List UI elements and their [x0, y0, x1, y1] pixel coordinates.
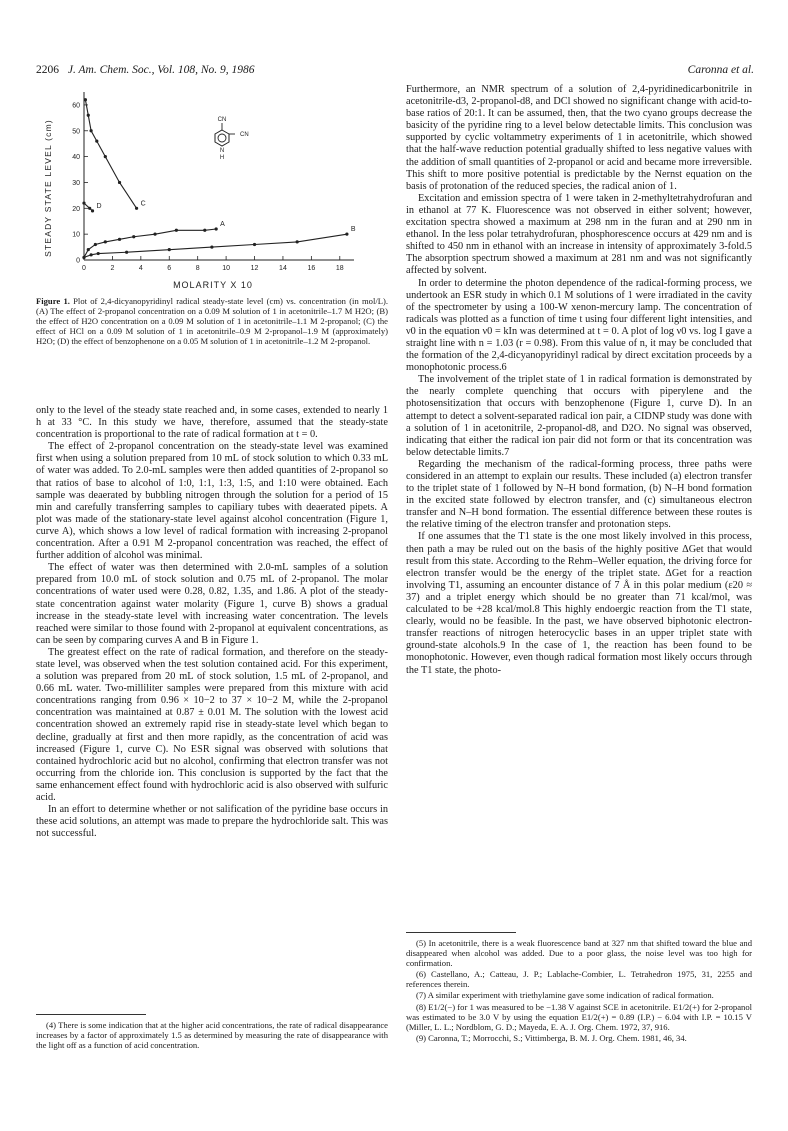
figure-1-chart [36, 84, 376, 292]
x-axis-label: MOLARITY X 10 [173, 280, 253, 290]
data-point-c [104, 155, 107, 158]
data-point-a [132, 235, 135, 238]
x-tick-label: 10 [222, 265, 231, 272]
y-tick-label: 20 [72, 205, 80, 213]
structure-label-cn-top: CN [217, 117, 227, 123]
data-point-b [345, 233, 348, 236]
chart-ticks [72, 102, 344, 272]
data-point-b [296, 240, 299, 243]
x-tick-label: 6 [167, 265, 172, 272]
data-point-b [125, 251, 128, 254]
data-point-a [153, 233, 156, 236]
data-point-d [82, 202, 85, 205]
series-label-b: B [350, 226, 356, 234]
left-paragraph-3: The effect of water was then determined with 2.0-mL samples of a solution prepared from 10.0 mL of stock solution and 0.75 mL of 2-propanol. The molar concentrations of water used were 0.28, 0.82, 1.35, and 1.86. A plot of the steady-state concentration against water molarity (Figure 1, curve B) shows a gradual increase in the steady-state level with increasing water concentration. The levels reached were similar to those found with 2-propanol at equivalent concentrations, as can be seen by comparing curves A and B in Figure 1. [36, 562, 388, 646]
data-point-a [104, 240, 107, 243]
data-point-c [95, 140, 98, 143]
left-paragraph-5: In an effort to determine whether or not salification of the pyridine base occurs in these acid solutions, an attempt was made to prepare the hydrochloride salt. This was not successful. [36, 804, 388, 840]
footnote-5: (5) In acetonitrile, there is a weak fluorescence band at 327 nm that shifted toward the blue and disappeared when alcohol was added. Due to a poor glass, the noise level was too high for confirmation. [406, 938, 752, 969]
series-label-a: A [220, 220, 225, 228]
footnote-9: (9) Caronna, T.; Morrocchi, S.; Vittimberga, B. M. J. Org. Chem. 1981, 46, 34. [416, 1032, 687, 1043]
data-point-a [94, 243, 97, 246]
data-point-d [88, 207, 91, 210]
y-tick-label: 50 [72, 128, 80, 136]
footnote-4: (4) There is some indication that at the higher acid concentrations, the rate of radical disappearance increases by a factor of approximately 1.5 as determined by measuring the rate of disappearance with the light off as a function of acid concentration. [36, 1020, 388, 1051]
x-tick-label: 4 [138, 265, 143, 272]
y-axis-label: STEADY STATE LEVEL (cm) [43, 119, 53, 257]
data-point-a [175, 229, 178, 232]
series-label-d: D [96, 202, 102, 210]
structure-label-h: H [219, 155, 225, 161]
caption-label: Figure 1. [36, 296, 70, 306]
data-point-a [215, 227, 218, 230]
data-point-b [210, 245, 213, 248]
left-paragraph-2: The effect of 2-propanol concentration on the steady-state level was examined first when using a solution prepared from 10 mL of stock solution to which 0.33 mL of water was added. To 2.0-mL samples were then added quantities of 2-propanol so that ratios of base to alcohol of 1:0, 1:1, 1:3, 1:5, and 1:10 were obtained. Each sample was deaerated by bubbling nitrogen through the solution for a period of 15 min and carefully transferring samples to capiliary tubes with deaerated pipets. A plot was made of the stationary-state level against alcohol concentration (Figure 1, curve A), which shows a low level of radical formation with increasing 2-propanol concentration. After a 0.91 M 2-propanol concentration was reached, the effect of further addition of alcohol was minimal. [36, 441, 388, 562]
x-tick-label: 18 [335, 265, 344, 272]
footnote-rule-right [406, 932, 516, 933]
structure-label-n: N [219, 148, 225, 154]
left-column [36, 405, 388, 840]
series-line-d [84, 203, 93, 211]
data-point-b [90, 253, 93, 256]
left-paragraph-1: only to the level of the steady state reached and, in some cases, extended to nearly 1 h at 33 °C. In this study we have, therefore, assumed that the steady-state concentration is proportional to the rate of radical formation at t = 0. [36, 405, 388, 441]
data-point-b [253, 243, 256, 246]
footnote-6: (6) Castellano, A.; Catteau, J. P.; Lablache-Combier, L. Tetrahedron 1975, 31, 2255 and references therein. [406, 969, 752, 990]
dicyanopyridine-structure [215, 117, 249, 161]
footnotes-left [36, 1020, 388, 1051]
data-point-a [203, 229, 206, 232]
right-column [406, 84, 752, 677]
data-point-a [118, 238, 121, 241]
y-tick-label: 40 [72, 154, 80, 162]
x-tick-label: 2 [110, 265, 115, 272]
x-tick-label: 8 [195, 265, 200, 272]
footnote-7: (7) A similar experiment with triethylamine gave some indication of radical formation. [416, 990, 714, 1001]
x-tick-label: 16 [307, 265, 316, 272]
footnotes-right [406, 938, 752, 1044]
y-tick-label: 30 [72, 179, 80, 187]
data-point-c [90, 129, 93, 132]
series-label-c: C [140, 200, 146, 208]
data-point-a [87, 248, 90, 251]
right-paragraph-2: Excitation and emission spectra of 1 were taken in 2-methyltetrahydrofuran and in ethanol at 77 K. Fluorescence was not observed in either solvent; however, excitation spectra showed a maximum at 298 nm in the furan and at 290 nm in ethanol. In the less polar tetrahydrofuran, phosphorescence occurs at 429 nm and is shifted to 450 nm in ethanol with an increase in intensity of approximately 3-fold.5 The absorption spectrum showed a maximum at 281 nm and was not significantly affected by solvent. [406, 192, 752, 277]
data-point-d [91, 209, 94, 212]
data-point-c [135, 207, 138, 210]
right-paragraph-6: If one assumes that the T1 state is the one most likely involved in this process, then path a may be ruled out on the basis of the highly positive ΔGet that would result from this state. According to the Rehm–Weller equation, the driving force for electron transfer would be the energy of the triplet state. ΔGet for a reaction involving T1, assuming an encounter distance of 7 Å in this polar medium (ε20 ≈ 37) and a triplet energy which should be no greater than 71 kcal/mol, was calculated to be +28 kcal/mol.8 This highly endoergic reaction from the T1 state, clearly, would no be feasible. In the past, we have observed biphotonic electron-transfer reactions of nitrogen heterocyclic bases in an upper triplet state with ground-state alcohols.9 In the case of 1, the reaction has been found to be monophotonic. However, even though radical formation most likely occurs through the T1 state, the photo- [406, 531, 752, 676]
data-point-c [87, 114, 90, 117]
data-point-b [97, 252, 100, 255]
journal-citation: J. Am. Chem. Soc., Vol. 108, No. 9, 1986 [67, 64, 255, 76]
data-point-b [82, 256, 85, 259]
series-line-c [85, 100, 136, 209]
right-paragraph-4: The involvement of the triplet state of 1 in radical formation is demonstrated by the nearly complete quenching that occurs with piperylene and the photosensitization that occurs with benzophenone (Figure 1, curve D). In an attempt to detect a solvent-separated radical ion pair, a CIDNP study was done with a solution of 1 in acetonitrile, 2-propanol-d8, and D2O. No signal was observed, indicating that either the radical ion pair did not form or that its concentration was below detectable limits.7 [406, 374, 752, 458]
y-tick-label: 10 [72, 231, 80, 239]
x-tick-label: 14 [279, 265, 287, 272]
page-number: 2206 [36, 64, 59, 76]
x-tick-label: 0 [82, 265, 86, 272]
running-header [36, 64, 754, 80]
right-paragraph-3: In order to determine the photon dependence of the radical-forming process, we undertook an ESR study in which 0.1 M solutions of 1 were irradiated in the cavity of the spectrometer by using a 100-W xenon-mercury lamp. The concentration of radicals was plotted as a function of time t using four different light intensities, and ν0 in the equation ν0 = kIn was determined at t = 0. A plot of log ν0 vs. log I gave a straight line with n = 1.03 (r = 0.98). From this value of n, it may be concluded that the formation of the 2,4-dicyanopyridinyl radical by direct excitation proceeds by a monophotonic process.6 [406, 277, 752, 374]
footnote-8: (8) E1/2(−) for 1 was measured to be −1.38 V against SCE in acetonitrile. E1/2(+) for 2-propanol was estimated to be 3.0 V by using the equation E1/2(+) = 0.89 (I.P.) − 6.04 with I.P. = 10.15 V (Miller, L. L.; Nordblom, G. D.; Mayeda, E. A. J. Org. Chem. 1972, 37, 916. [406, 1001, 752, 1032]
caption-text: Plot of 2,4-dicyanopyridinyl radical steady-state level (cm) vs. concentration (in mol/L). (A) The effect of 2-propanol concentration on a 0.09 M solution of 1 in acetonitrile–1.7 M H2O; (B) the effect of H2O concentration on a 0.09 M solution of 1 in acetonitrile–1.1 M 2-propanol; (C) the effect of HCl on a 0.09 M solution of 1 in acetonitrile–0.9 M 2-propanol–1.9 M (approximately) H2O; (D) the effect of benzophenone on a 0.05 M solution of 1 in acetonitrile–1.2 M 2-propanol. [36, 296, 389, 347]
y-tick-label: 0 [76, 257, 80, 265]
left-paragraph-4: The greatest effect on the rate of radical formation, and therefore on the steady-state level, was observed when the test solution contained acid. For this experiment, a solution was prepared from 20 mL of stock solution, 1.5 mL of 2-propanol, and 0.66 mL water. Two-milliliter samples were prepared from this mixture with acid concentrations ranging from 0.96 × 10−2 to 37 × 10−2 M, while the 2-propanol concentration was maintained at 0.87 ± 0.01 M. The solution with the lowest acid concentration showed an extremely rapid rise in steady-state level which began to decline, gradually at first and then more rapidly, as the concentration of acid was increased (Figure 1, curve C). No ESR signal was observed with solutions that contained hydrochloric acid but no alcohol, confirming that electron transfer was not occurring from the chloride ion. This conclusion is supported by the fact that the same enhancement effect found with hydrochloric acid is also observed with sulfuric acid. [36, 646, 388, 803]
figure-caption [36, 296, 388, 346]
series-line-b [84, 234, 347, 257]
author-header: Caronna et al. [687, 64, 754, 76]
data-point-b [168, 248, 171, 251]
right-paragraph-5: Regarding the mechanism of the radical-forming process, three paths were considered in an attempt to explain our results. These included (a) electron transfer to the triplet state of 1 followed by N–H bond formation, (b) N–H bond formation in the excited state followed by electron transfer, and (c) simultaneous electron transfer and N–H bond formation. The essential difference between these routes is the relative timing of the electron transfer and protonation steps. [406, 458, 752, 531]
x-tick-label: 12 [250, 265, 259, 272]
data-point-c [84, 98, 87, 101]
footnote-rule-left [36, 1014, 146, 1015]
data-point-c [118, 181, 121, 184]
y-tick-label: 60 [72, 102, 80, 110]
structure-label-cn-right: CN [240, 132, 249, 138]
right-paragraph-1: Furthermore, an NMR spectrum of a solution of 2,4-pyridinedicarbonitrile in acetonitrile-d3, 2-propanol-d8, and DCl showed no significant change with acid-to-base ratios of 20:1. It can be assumed, then, that the two cyano groups decrease the basicity of the pyridine ring to a level below detectable limits. This conclusion was supported by cyclic voltammetry experiments of 1 in acetonitrile, which showed that the half-wave reduction potential gradually shifted to less negative values with the addition of small quantities of 2-propanol or acid and became more irreversible. This shift to more positive potential is predictable by the Nernst equation on the basis of protonation of the reduced species, the radical anion of 1. [406, 84, 752, 192]
